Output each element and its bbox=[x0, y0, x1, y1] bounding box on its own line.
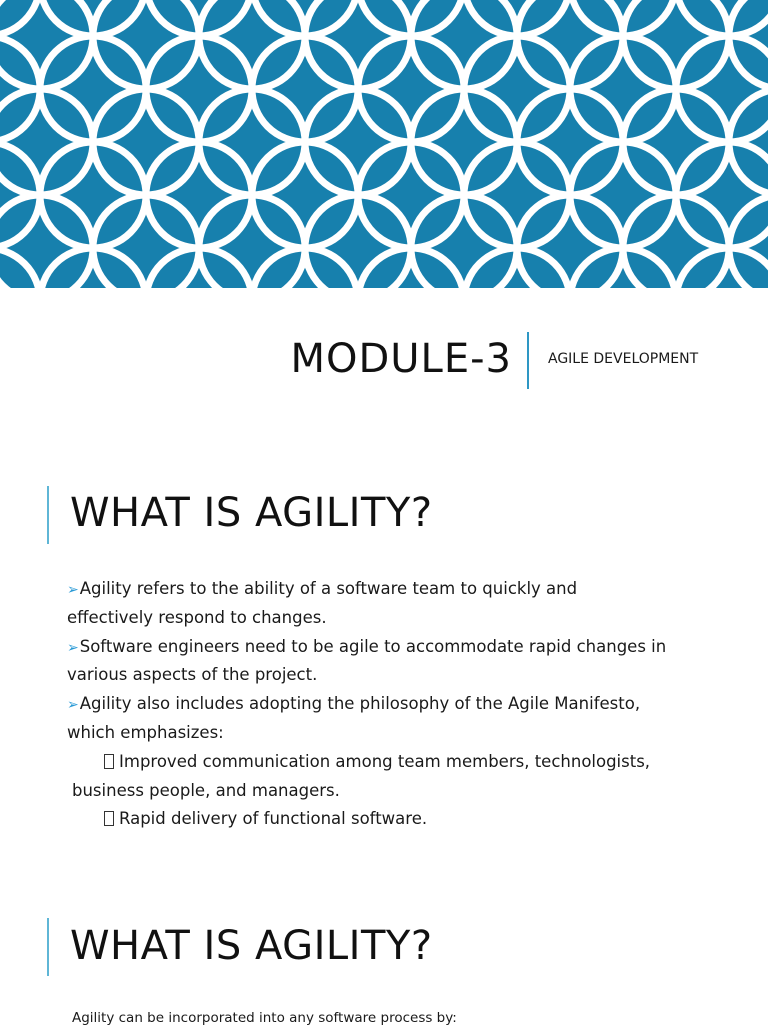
title-slide bbox=[0, 288, 768, 448]
list-line-text: effectively respond to changes. bbox=[67, 607, 327, 627]
arrow-bullet-icon: ➢ bbox=[67, 639, 79, 656]
list-line-text: Improved communication among team members, technologists, bbox=[119, 751, 651, 771]
list-line-text: which emphasizes: bbox=[67, 722, 224, 742]
list-line bbox=[67, 690, 707, 719]
list-line bbox=[67, 805, 707, 834]
section-accent-bar-2 bbox=[47, 918, 49, 976]
list-line-text: Agility refers to the ability of a software team to quickly and bbox=[79, 579, 578, 598]
title-divider bbox=[527, 332, 529, 389]
list-line bbox=[67, 719, 707, 748]
list-line-text: various aspects of the project. bbox=[67, 665, 318, 685]
missing-glyph-bullet-icon bbox=[104, 811, 114, 826]
section-heading-2: WHAT IS AGILITY? bbox=[70, 923, 433, 969]
list-line-text: business people, and managers. bbox=[72, 780, 340, 800]
list-line bbox=[67, 633, 707, 662]
list-line bbox=[67, 575, 707, 604]
list-line-text: Rapid delivery of functional software. bbox=[119, 809, 428, 829]
slide3-intro-text: Agility can be incorporated into any software process by: bbox=[72, 1010, 457, 1026]
circle-lattice-pattern bbox=[0, 0, 768, 288]
list-line bbox=[67, 604, 707, 633]
arrow-bullet-icon: ➢ bbox=[67, 582, 79, 598]
pattern-banner bbox=[0, 0, 768, 288]
list-line bbox=[67, 661, 707, 690]
agility-bullet-list bbox=[67, 575, 707, 834]
list-line-text: Agility also includes adopting the philosophy of the Agile Manifesto, bbox=[79, 694, 641, 714]
missing-glyph-bullet-icon bbox=[104, 754, 114, 769]
section-heading: WHAT IS AGILITY? bbox=[70, 490, 433, 536]
module-subtitle: AGILE DEVELOPMENT bbox=[548, 351, 699, 367]
list-line bbox=[67, 748, 707, 777]
arrow-bullet-icon: ➢ bbox=[67, 697, 79, 714]
module-title: MODULE-3 bbox=[290, 336, 512, 382]
list-line-text: Software engineers need to be agile to accommodate rapid changes in bbox=[79, 636, 667, 656]
list-line bbox=[67, 777, 707, 806]
section-accent-bar bbox=[47, 486, 49, 544]
